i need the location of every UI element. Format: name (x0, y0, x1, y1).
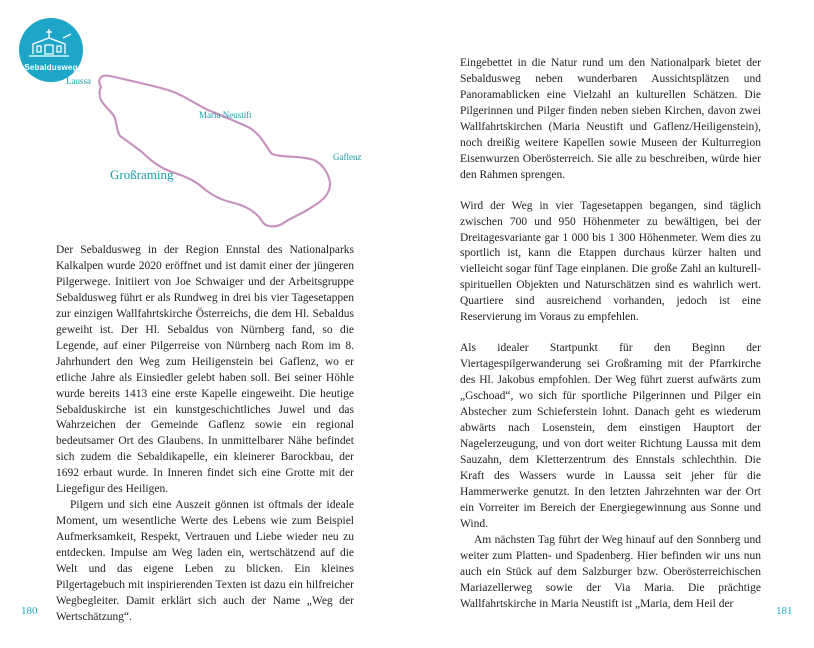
page-number-right: 181 (776, 605, 793, 617)
map-label-maria-neustift: Maria Neustift (199, 110, 252, 120)
right-page (407, 0, 814, 648)
left-body-text (56, 243, 354, 626)
paragraph: Der Sebaldusweg in der Region Ennstal des Nationalparks Kalkalpen wurde 2020 eröffnet und ist damit einer der jüngeren Pilgerwege. Initiiert von Joe Schwaiger und der Arbeitsgruppe Sebaldusweg führt er als Rundweg in drei bis vier Tagesetappen zur einzigen Wallfahrtskirche Österreichs, die dem Hl. Sebaldus geweiht ist. Der Hl. Sebaldus von Nürnberg fand, so die Legende, auf einer Pilgerreise von Nürnberg nach Rom im 8. Jahrhundert den Weg zum Heiligenstein bei Gaflenz, wo er etliche Jahre als Einsiedler gelebt haben soll. Bei seiner Höhle wurde bereits 1413 eine erste Kapelle eingeweiht. Die heutige Sebalduskirche ist ein kunstgeschichtliches Juwel und das Wahrzeichen der Gemeinde Gaflenz sowie ein regional bedeutsamer Ort des Glaubens. In unmittelbarer Nähe befindet sich zudem die Sebaldikapelle, ein kleinerer Barockbau, der 1692 erbaut wurde. In Inneren findet sich eine Grotte mit der Liegefigur des Heiligen. (56, 244, 354, 496)
map-label-laussa: Laussa (66, 76, 91, 86)
paragraph: Pilgern und sich eine Auszeit gönnen ist oftmals der ideale Moment, um wesentliche Werte des Lebens wie zum Beispiel Aufmerksamkeit, Respekt, Vertrauen und Liebe wieder neu zu entdecken. Impulse am Weg laden ein, wertschätzend auf die Welt und das eigene Leben zu blicken. Ein kleines Pilgertagebuch mit inspirierenden Texten ist dazu ein hilfreicher Wegbegleiter. Damit erklärt sich auch der Name „Weg der Wertschätzung“. (56, 499, 354, 623)
paragraph: Als idealer Startpunkt für den Beginn der Viertagespilgerwanderung sei Großraming mit der Pfarrkirche des Hl. Jakobus empfohlen. Der Weg führt zuerst aufwärts zum „Gschoad“, wo sich für sportliche Pilgerinnen und Pilger ein Abstecher zum Schieferstein lohnt. Danach geht es wiederum abwärts nach Losenstein, dem einstigen Hauptort der Nagelerzeugung, und von dort weiter Richtung Laussa mit dem Sauzahn, dem Kletterzentrum des Ennstals schlechthin. Die Kraft des Wassers wurde in Laussa seit jeher für die Hammerwerke genutzt. In den letzten Jahrzehnten war der Ort ein Vorreiter im Bereich der Energiegewinnung aus Sonne und Wind. (460, 342, 761, 530)
logo-text: Sebaldusweg (24, 63, 78, 72)
paragraph: Eingebettet in die Natur rund um den Nationalpark bietet der Sebaldusweg neben wunderbaren Aussichtsplätzen und Panoramablicken eine Vielzahl an kulturellen Schätzen. Die Pilgerinnen und Pilger finden neben sieben Kirchen, davon zwei Wallfahrtskirchen (Maria Neustift und Gaflenz/Heiligenstein), noch dreißig weitere Kapellen sowie Museen der Kulturregion Eisenwurzen Oberösterreich. Sie alle zu beschreiben, würde hier den Rahmen sprengen. (460, 57, 761, 181)
paragraph: Am nächsten Tag führt der Weg hinauf auf den Sonnberg und weiter zum Platten- und Spadenberg. Hier befinden wir uns nun auch ein Stück auf dem Salzburger bzw. Oberösterreichischen Mariazellerweg sowie der Via Maria. Die prächtige Wallfahrtskirche in Maria Neustift ist „Maria, dem Heil der (460, 533, 761, 610)
paragraph: Wird der Weg in vier Tagesetappen begangen, sind täglich zwischen 700 und 950 Höhenmeter zu bewältigen, bei der Dreitagesvariante gar 1 000 bis 1 300 Höhenmeter. Wem dies zu sportlich ist, kann die Etappen durchaus kürzer halten und vielleicht sogar fünf Tage einplanen. Die große Zahl an kulturell-spirituellen Objekten und Naturschätzen sind es wahrlich wert. Quartiere sind ausreichend vorhanden, jedoch ist eine Reservierung im Voraus zu empfehlen. (460, 199, 761, 324)
map-label-gaflenz: Gaflenz (333, 152, 362, 162)
right-body-text (460, 56, 761, 612)
route-line (99, 76, 330, 227)
map-label-grossraming: Großraming (110, 167, 174, 182)
page-number-left: 180 (21, 605, 38, 617)
route-map (0, 0, 407, 240)
